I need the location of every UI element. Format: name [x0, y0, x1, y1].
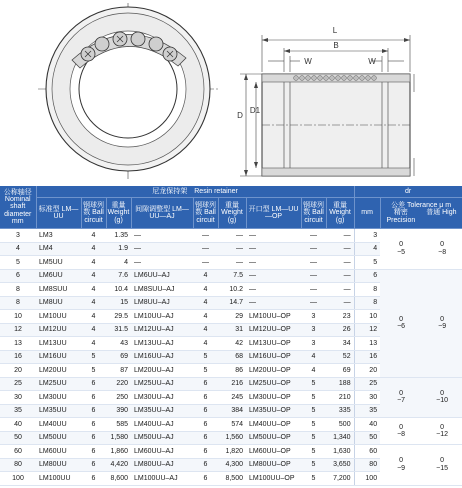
table-row — [0, 229, 462, 243]
technical-drawings — [0, 0, 462, 185]
cell-weight: — — [326, 242, 354, 256]
cell-weight: 574 — [218, 418, 246, 432]
cell-open-model: — — [246, 283, 301, 297]
cell-adjustable-model: LM40UU–AJ — [131, 418, 193, 432]
cell-nominal-diameter: 30 — [0, 391, 36, 405]
cell-weight: — — [326, 296, 354, 310]
header-dr: dr — [354, 186, 462, 198]
cell-ball-circuit: 5 — [301, 391, 326, 405]
cell-standard-model: LM16UU — [36, 350, 81, 364]
cell-open-model: LM80UU–OP — [246, 458, 301, 472]
cell-ball-circuit: — — [301, 283, 326, 297]
cell-ball-circuit: — — [301, 269, 326, 283]
cell-nominal-diameter: 12 — [0, 323, 36, 337]
cell-tolerance-precision: 0 −6 — [380, 269, 422, 377]
cell-ball-circuit: 3 — [301, 323, 326, 337]
cell-ball-circuit: — — [193, 256, 218, 270]
dim-label-l: L — [332, 26, 338, 35]
cell-ball-circuit: 4 — [193, 310, 218, 324]
cell-weight: — — [326, 283, 354, 297]
cell-weight: 390 — [106, 404, 131, 418]
cell-weight: — — [326, 256, 354, 270]
cell-standard-model: LM8SUU — [36, 283, 81, 297]
header-standard-type: 标准型 LM—UU — [36, 198, 81, 229]
cell-ball-circuit: 4 — [81, 229, 106, 243]
cell-ball-circuit: — — [193, 242, 218, 256]
cell-nominal-diameter: 25 — [0, 377, 36, 391]
cell-dr-mm: 12 — [354, 323, 380, 337]
cell-standard-model: LM40UU — [36, 418, 81, 432]
cell-adjustable-model: — — [131, 242, 193, 256]
header-precision: 精密 Precision — [386, 209, 416, 224]
cell-dr-mm: 13 — [354, 337, 380, 351]
cell-standard-model: LM5UU — [36, 256, 81, 270]
header-mm: mm — [354, 198, 380, 229]
cell-weight: 500 — [326, 418, 354, 432]
cell-open-model: — — [246, 296, 301, 310]
cell-adjustable-model: LM12UU–AJ — [131, 323, 193, 337]
cell-dr-mm: 60 — [354, 445, 380, 459]
cell-ball-circuit: 6 — [81, 418, 106, 432]
cell-weight: 23 — [326, 310, 354, 324]
table-row — [0, 377, 462, 391]
cell-dr-mm: 50 — [354, 431, 380, 445]
cell-ball-circuit: 6 — [81, 377, 106, 391]
table-row — [0, 269, 462, 283]
cell-weight: 31 — [218, 323, 246, 337]
cell-ball-circuit: 5 — [301, 431, 326, 445]
cell-weight: 8,500 — [218, 472, 246, 486]
cell-ball-circuit: 4 — [81, 337, 106, 351]
header-tolerance: 公差 Tolerance μ m — [391, 201, 452, 209]
cell-adjustable-model: LM6UU–AJ — [131, 269, 193, 283]
cell-ball-circuit: — — [193, 229, 218, 243]
cell-ball-circuit: 4 — [81, 242, 106, 256]
cell-weight: 4,300 — [218, 458, 246, 472]
cell-nominal-diameter: 40 — [0, 418, 36, 432]
cell-weight: 585 — [106, 418, 131, 432]
header-ball-circuit: 钢球列数 Ball circuit — [193, 198, 218, 229]
dim-label-b: B — [333, 41, 339, 50]
cell-ball-circuit: — — [301, 242, 326, 256]
cell-nominal-diameter: 3 — [0, 229, 36, 243]
cell-weight: — — [218, 242, 246, 256]
cell-nominal-diameter: 100 — [0, 472, 36, 486]
cell-tolerance-high: 0 −9 — [422, 269, 462, 377]
cell-dr-mm: 10 — [354, 310, 380, 324]
cell-ball-circuit: 4 — [81, 269, 106, 283]
cell-weight: 1,860 — [106, 445, 131, 459]
cell-weight: 10.4 — [106, 283, 131, 297]
cell-ball-circuit: 6 — [81, 472, 106, 486]
cell-weight: — — [218, 256, 246, 270]
cell-ball-circuit: 4 — [301, 350, 326, 364]
cell-nominal-diameter: 10 — [0, 310, 36, 324]
cell-dr-mm: 8 — [354, 296, 380, 310]
cell-ball-circuit: 6 — [193, 377, 218, 391]
cell-weight: 335 — [326, 404, 354, 418]
cell-ball-circuit: 5 — [81, 350, 106, 364]
cell-ball-circuit: 5 — [301, 445, 326, 459]
cell-open-model: LM20UU–OP — [246, 364, 301, 378]
cell-weight: 4,420 — [106, 458, 131, 472]
cell-nominal-diameter: 5 — [0, 256, 36, 270]
cell-standard-model: LM13UU — [36, 337, 81, 351]
header-high: 普通 High — [426, 209, 457, 217]
cell-open-model: LM40UU–OP — [246, 418, 301, 432]
spec-table-body — [0, 229, 462, 486]
cell-weight: 4 — [106, 256, 131, 270]
cell-weight: 3,650 — [326, 458, 354, 472]
cell-standard-model: LM30UU — [36, 391, 81, 405]
cell-ball-circuit: 4 — [301, 364, 326, 378]
cell-ball-circuit: 5 — [301, 472, 326, 486]
cell-dr-mm: 3 — [354, 229, 380, 243]
cell-standard-model: LM50UU — [36, 431, 81, 445]
cell-nominal-diameter: 20 — [0, 364, 36, 378]
header-open-type: 开口型 LM—UU—OP — [246, 198, 301, 229]
cell-dr-mm: 35 — [354, 404, 380, 418]
cell-tolerance-precision: 0 −9 — [380, 445, 422, 486]
cell-standard-model: LM3 — [36, 229, 81, 243]
cell-weight: 1,340 — [326, 431, 354, 445]
cell-ball-circuit: 5 — [301, 458, 326, 472]
cell-open-model: — — [246, 242, 301, 256]
cell-open-model: LM50UU–OP — [246, 431, 301, 445]
cell-weight: 34 — [326, 337, 354, 351]
cell-ball-circuit: 4 — [81, 310, 106, 324]
cell-open-model: LM12UU–OP — [246, 323, 301, 337]
cell-weight: 1.9 — [106, 242, 131, 256]
cell-adjustable-model: LM8UU–AJ — [131, 296, 193, 310]
cell-ball-circuit: 6 — [81, 391, 106, 405]
cell-dr-mm: 20 — [354, 364, 380, 378]
cell-tolerance-precision: 0 −8 — [380, 418, 422, 445]
cell-tolerance-high: 0 −8 — [422, 229, 462, 270]
cell-standard-model: LM12UU — [36, 323, 81, 337]
header-ball-circuit: 钢球列数 Ball circuit — [301, 198, 326, 229]
cell-weight: 52 — [326, 350, 354, 364]
cell-standard-model: LM4 — [36, 242, 81, 256]
cell-weight: 87 — [106, 364, 131, 378]
cell-dr-mm: 100 — [354, 472, 380, 486]
cell-ball-circuit: 3 — [301, 310, 326, 324]
cell-dr-mm: 16 — [354, 350, 380, 364]
cell-nominal-diameter: 35 — [0, 404, 36, 418]
cell-ball-circuit: 6 — [81, 445, 106, 459]
cell-ball-circuit: — — [301, 256, 326, 270]
cell-nominal-diameter: 16 — [0, 350, 36, 364]
cell-ball-circuit: 6 — [81, 458, 106, 472]
cell-ball-circuit: 4 — [81, 296, 106, 310]
header-tolerance-group — [380, 198, 462, 229]
header-weight: 重量 Weight (g) — [218, 198, 246, 229]
cell-adjustable-model: LM100UU–AJ — [131, 472, 193, 486]
cell-standard-model: LM10UU — [36, 310, 81, 324]
cell-weight: 43 — [106, 337, 131, 351]
table-row — [0, 418, 462, 432]
cell-ball-circuit: 4 — [193, 323, 218, 337]
cell-ball-circuit: 5 — [301, 404, 326, 418]
cell-adjustable-model: LM8SUU–AJ — [131, 283, 193, 297]
cell-ball-circuit: 6 — [81, 404, 106, 418]
cell-dr-mm: 6 — [354, 269, 380, 283]
cell-dr-mm: 4 — [354, 242, 380, 256]
cell-ball-circuit: 5 — [301, 418, 326, 432]
cell-weight: 188 — [326, 377, 354, 391]
cell-ball-circuit: — — [301, 229, 326, 243]
dim-label-w-right: W — [368, 57, 376, 66]
cell-standard-model: LM80UU — [36, 458, 81, 472]
cell-open-model: LM35UU–OP — [246, 404, 301, 418]
cell-weight: 31.5 — [106, 323, 131, 337]
cell-weight: 26 — [326, 323, 354, 337]
cell-weight: 10.2 — [218, 283, 246, 297]
cell-ball-circuit: 4 — [193, 269, 218, 283]
cell-nominal-diameter: 60 — [0, 445, 36, 459]
front-view-drawing — [38, 3, 218, 180]
cell-nominal-diameter: 80 — [0, 458, 36, 472]
cell-open-model: — — [246, 256, 301, 270]
cell-tolerance-high: 0 −15 — [422, 445, 462, 486]
cell-weight: 86 — [218, 364, 246, 378]
cell-open-model: LM100UU–OP — [246, 472, 301, 486]
cell-standard-model: LM8UU — [36, 296, 81, 310]
cell-weight: 7.6 — [106, 269, 131, 283]
cell-weight: 69 — [326, 364, 354, 378]
cell-weight: 29 — [218, 310, 246, 324]
cell-open-model: — — [246, 269, 301, 283]
cell-standard-model: LM35UU — [36, 404, 81, 418]
cell-adjustable-model: LM60UU–AJ — [131, 445, 193, 459]
cell-ball-circuit: 6 — [193, 391, 218, 405]
cell-adjustable-model: LM13UU–AJ — [131, 337, 193, 351]
cell-tolerance-high: 0 −10 — [422, 377, 462, 418]
cell-ball-circuit: 5 — [193, 364, 218, 378]
cell-ball-circuit: 6 — [193, 458, 218, 472]
cell-adjustable-model: LM25UU–AJ — [131, 377, 193, 391]
cell-adjustable-model: LM50UU–AJ — [131, 431, 193, 445]
cell-open-model: LM13UU–OP — [246, 337, 301, 351]
cell-ball-circuit: 6 — [81, 431, 106, 445]
cell-weight: 250 — [106, 391, 131, 405]
cell-weight: 1.35 — [106, 229, 131, 243]
cell-ball-circuit: 5 — [193, 350, 218, 364]
cell-open-model: LM60UU–OP — [246, 445, 301, 459]
cell-nominal-diameter: 8 — [0, 296, 36, 310]
cell-dr-mm: 40 — [354, 418, 380, 432]
cell-open-model: LM30UU–OP — [246, 391, 301, 405]
cell-ball-circuit: 4 — [81, 323, 106, 337]
cell-ball-circuit: 6 — [193, 472, 218, 486]
cell-nominal-diameter: 50 — [0, 431, 36, 445]
cell-standard-model: LM100UU — [36, 472, 81, 486]
cell-ball-circuit: 6 — [193, 404, 218, 418]
cell-weight: 42 — [218, 337, 246, 351]
cell-weight: 7,200 — [326, 472, 354, 486]
header-weight: 重量 Weight (g) — [326, 198, 354, 229]
cell-ball-circuit: 4 — [193, 337, 218, 351]
cell-open-model: LM25UU–OP — [246, 377, 301, 391]
cell-adjustable-model: — — [131, 256, 193, 270]
cell-open-model: — — [246, 229, 301, 243]
cell-dr-mm: 80 — [354, 458, 380, 472]
cell-weight: 1,560 — [218, 431, 246, 445]
cell-open-model: LM16UU–OP — [246, 350, 301, 364]
cell-standard-model: LM60UU — [36, 445, 81, 459]
cell-ball-circuit: 4 — [193, 283, 218, 297]
cell-ball-circuit: 4 — [193, 296, 218, 310]
cell-weight: 7.5 — [218, 269, 246, 283]
header-adjustable-type: 间隙调整型 LM—UU—AJ — [131, 198, 193, 229]
cell-ball-circuit: 6 — [193, 418, 218, 432]
cell-dr-mm: 25 — [354, 377, 380, 391]
dim-label-d: D — [237, 111, 243, 120]
header-resin-retainer: 尼龙保持架 Resin retainer — [36, 186, 354, 198]
cell-weight: 15 — [106, 296, 131, 310]
cell-standard-model: LM25UU — [36, 377, 81, 391]
cell-ball-circuit: 4 — [81, 256, 106, 270]
cell-weight: 68 — [218, 350, 246, 364]
cell-weight: — — [218, 229, 246, 243]
cell-tolerance-precision: 0 −7 — [380, 377, 422, 418]
cell-weight: 69 — [106, 350, 131, 364]
bearing-spec-table — [0, 186, 462, 486]
cell-weight: 14.7 — [218, 296, 246, 310]
cell-tolerance-precision: 0 −5 — [380, 229, 422, 270]
cell-ball-circuit: — — [301, 296, 326, 310]
cell-adjustable-model: LM35UU–AJ — [131, 404, 193, 418]
cell-weight: 216 — [218, 377, 246, 391]
side-view-drawing — [240, 35, 414, 176]
cell-ball-circuit: 5 — [81, 364, 106, 378]
cell-adjustable-model: LM20UU–AJ — [131, 364, 193, 378]
cell-weight: — — [326, 229, 354, 243]
cell-dr-mm: 8 — [354, 283, 380, 297]
cell-weight: 1,820 — [218, 445, 246, 459]
cell-adjustable-model: LM10UU–AJ — [131, 310, 193, 324]
cell-adjustable-model: LM16UU–AJ — [131, 350, 193, 364]
cell-ball-circuit: 4 — [81, 283, 106, 297]
cell-nominal-diameter: 6 — [0, 269, 36, 283]
dim-label-d1: D1 — [249, 106, 261, 115]
cell-ball-circuit: 5 — [301, 377, 326, 391]
table-row — [0, 445, 462, 459]
cell-weight: 220 — [106, 377, 131, 391]
cell-weight: 384 — [218, 404, 246, 418]
cell-weight: 245 — [218, 391, 246, 405]
header-weight: 重量 Weight (g) — [106, 198, 131, 229]
cell-adjustable-model: LM30UU–AJ — [131, 391, 193, 405]
cell-adjustable-model: LM80UU–AJ — [131, 458, 193, 472]
dim-label-w-left: W — [304, 57, 312, 66]
cell-weight: 210 — [326, 391, 354, 405]
cell-nominal-diameter: 8 — [0, 283, 36, 297]
cell-weight: 8,600 — [106, 472, 131, 486]
cell-nominal-diameter: 13 — [0, 337, 36, 351]
cell-tolerance-high: 0 −12 — [422, 418, 462, 445]
cell-dr-mm: 30 — [354, 391, 380, 405]
cell-standard-model: LM20UU — [36, 364, 81, 378]
cell-ball-circuit: 3 — [301, 337, 326, 351]
cell-ball-circuit: 6 — [193, 445, 218, 459]
header-ball-circuit: 钢球列数 Ball circuit — [81, 198, 106, 229]
cell-open-model: LM10UU–OP — [246, 310, 301, 324]
cell-adjustable-model: — — [131, 229, 193, 243]
cell-weight: 29.5 — [106, 310, 131, 324]
header-nominal-diameter: 公称轴径 Nominal shaft diameter mm — [0, 186, 36, 229]
cell-weight: — — [326, 269, 354, 283]
cell-nominal-diameter: 4 — [0, 242, 36, 256]
cell-weight: 1,580 — [106, 431, 131, 445]
cell-weight: 1,630 — [326, 445, 354, 459]
cell-standard-model: LM6UU — [36, 269, 81, 283]
bearing-drawing-svg — [0, 0, 462, 185]
cell-ball-circuit: 6 — [193, 431, 218, 445]
cell-dr-mm: 5 — [354, 256, 380, 270]
